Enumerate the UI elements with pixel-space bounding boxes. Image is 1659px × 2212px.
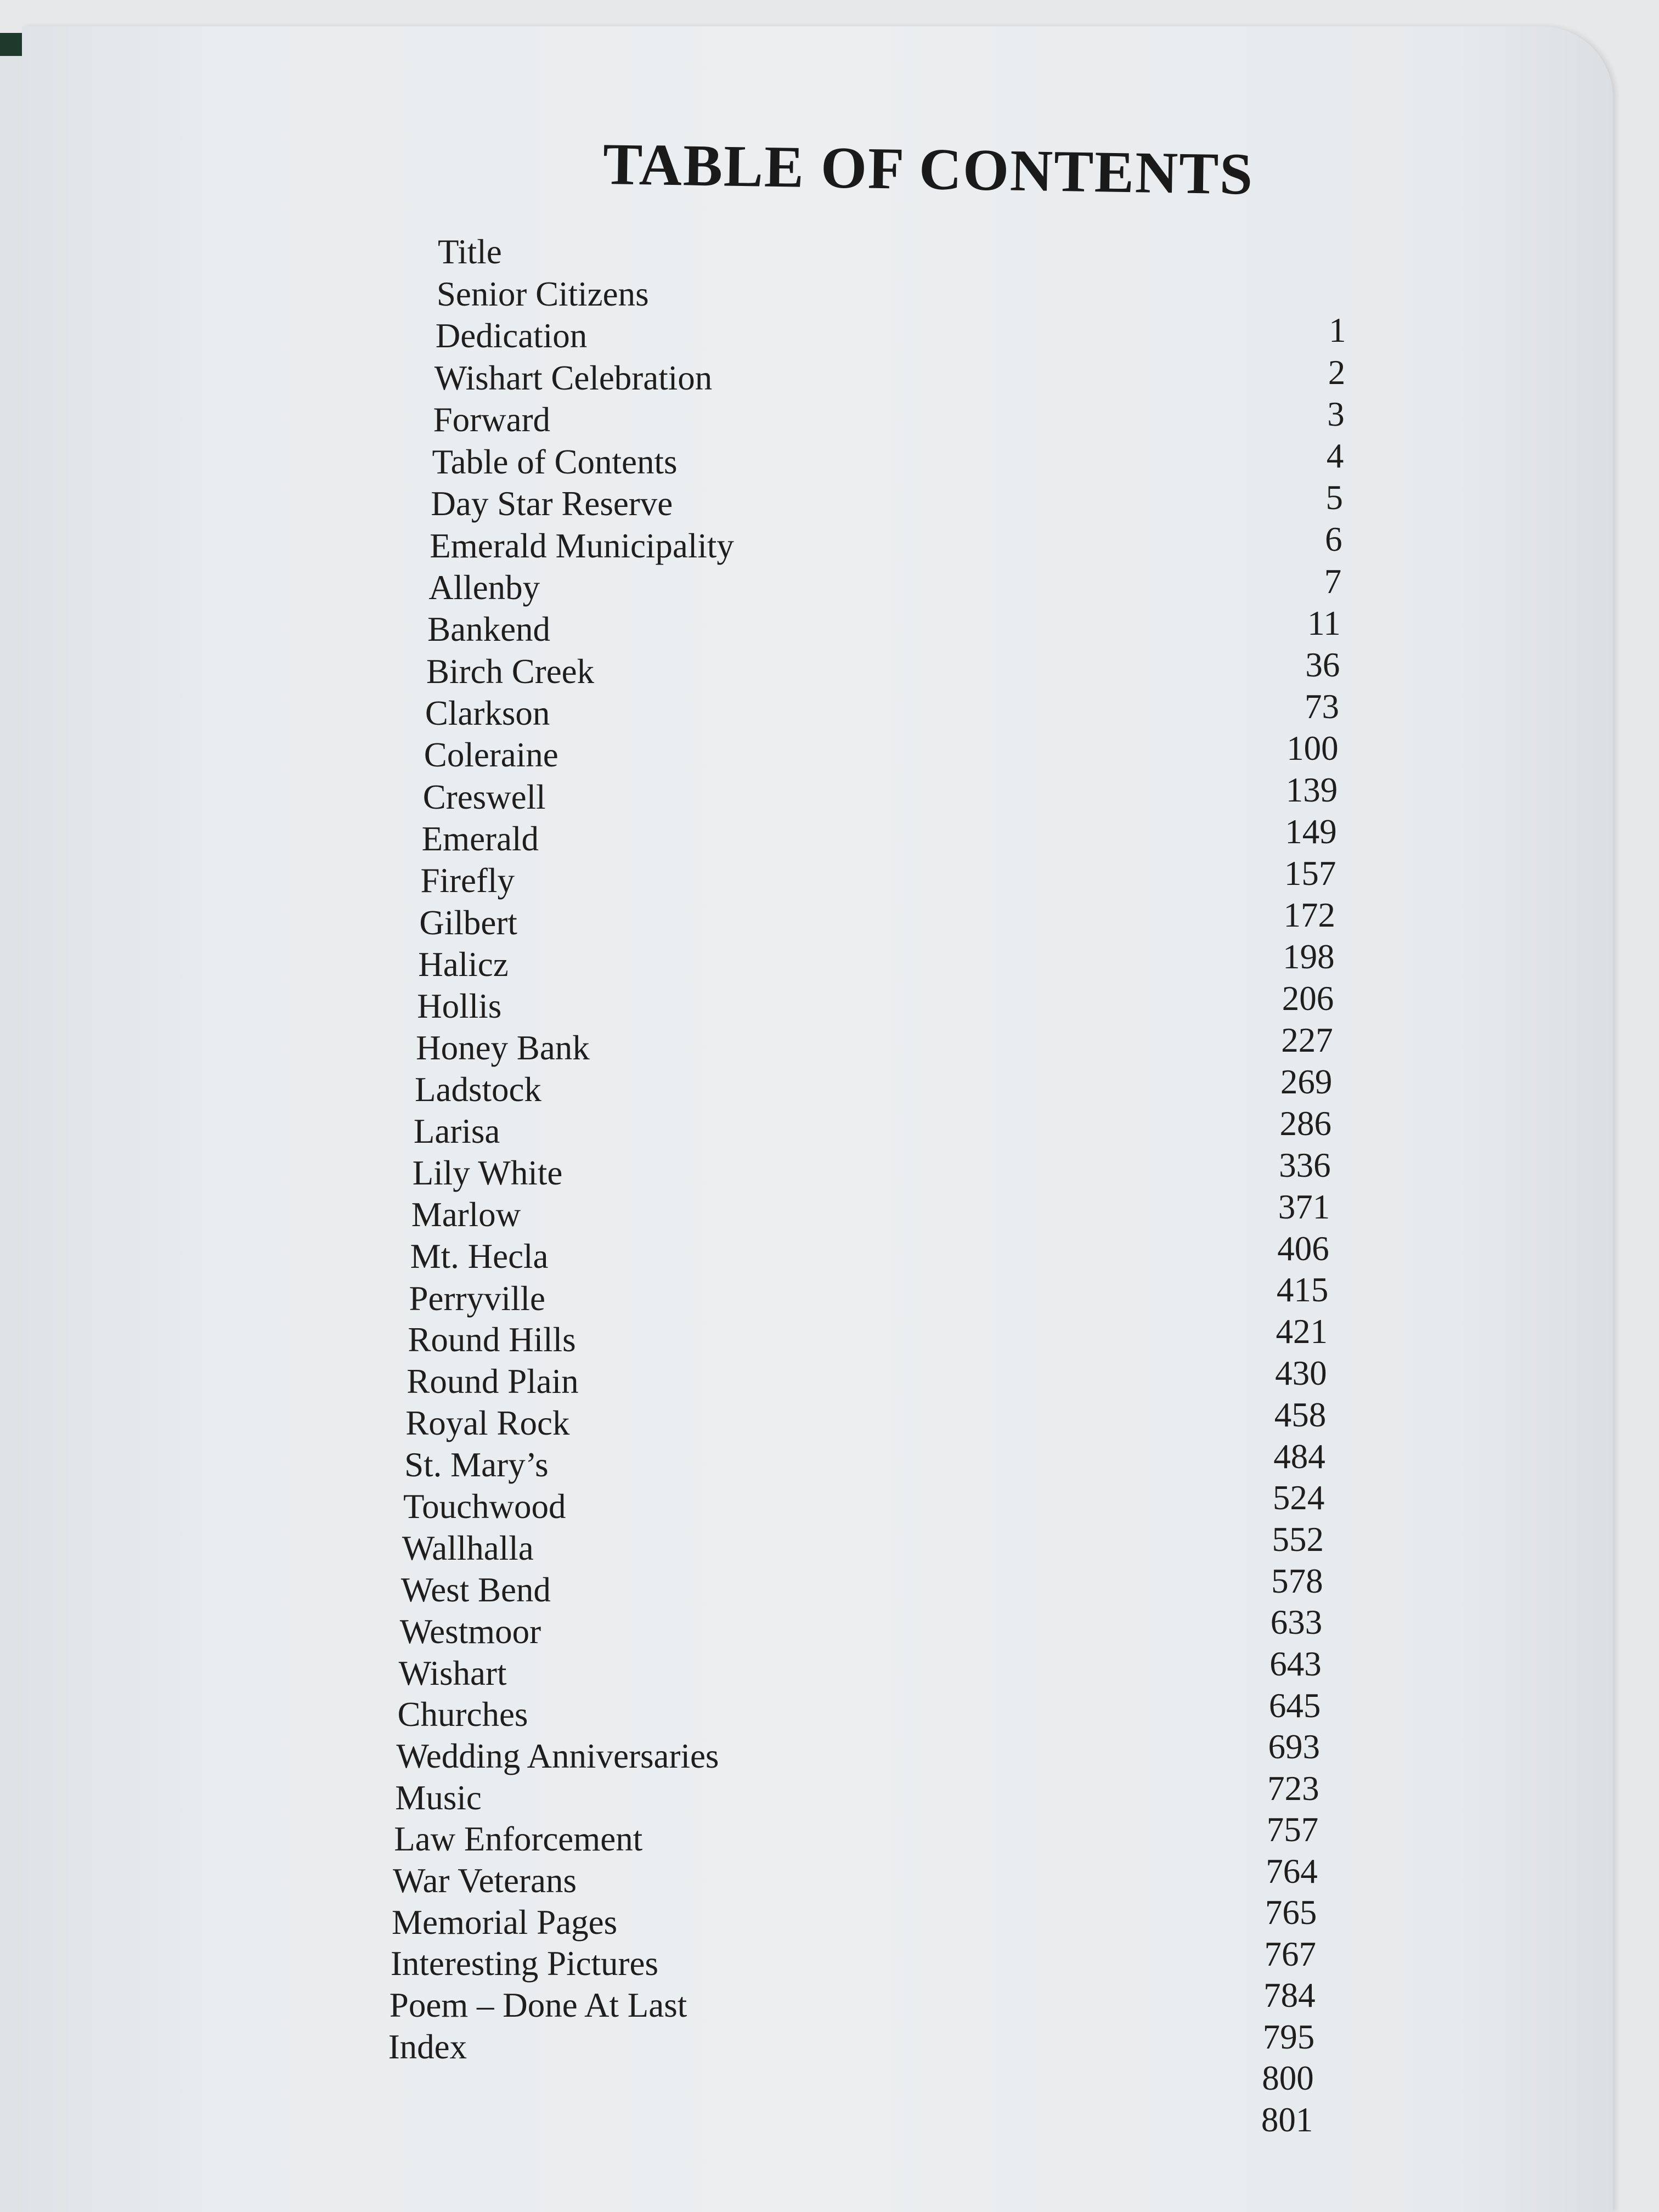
toc-entry-title: Bankend [427,610,551,649]
toc-entry-title: Allenby [428,568,540,607]
toc-entry-title: Ladstock [415,1070,541,1109]
toc-entry-title: Poem – Done At Last [389,1986,687,2025]
toc-entry-page-number: 765 [1265,1893,1317,1932]
toc-entry-title: Hollis [417,986,502,1025]
toc-entry-page-number: 757 [1266,1810,1319,1849]
toc-entry-page-number: 139 [1285,771,1338,810]
toc-entry-page-number: 206 [1282,979,1334,1018]
toc-entry-title: Touchwood [403,1487,566,1526]
toc-entry-page-number: 801 [1261,2100,1313,2139]
toc-entry-title: Honey Bank [416,1029,590,1068]
toc-entry-title: Interesting Pictures [390,1944,659,1983]
toc-entry-title: Larisa [413,1112,500,1151]
toc-entry-page-number: 198 [1283,938,1335,977]
toc-entry-page-number: 5 [1325,478,1343,517]
toc-entry-page-number: 406 [1277,1229,1329,1268]
toc-entry-title: Law Enforcement [394,1820,643,1859]
toc-entry-title: Title [438,233,502,271]
toc-entry-page-number: 578 [1271,1561,1323,1600]
toc-entry-page-number: 764 [1266,1852,1318,1891]
toc-entry-page-number: 645 [1268,1686,1321,1725]
toc-entry-page-number: 11 [1307,603,1341,642]
toc-entry-page-number: 371 [1278,1187,1330,1226]
toc-entry-title: War Veterans [393,1861,577,1900]
toc-entry-title: Royal Rock [405,1404,570,1443]
toc-entry-title: Coleraine [424,736,558,775]
toc-entry-title: Marlow [411,1195,521,1234]
toc-entry-title: Wedding Anniversaries [396,1737,719,1776]
page-title: TABLE OF CONTENTS [602,131,1255,207]
toc-entry-page-number: 149 [1285,812,1337,851]
toc-entry-page-number: 3 [1327,394,1345,433]
toc-entry-page-number: 336 [1279,1146,1331,1184]
toc-entry-page-number: 415 [1276,1271,1329,1310]
toc-entry-page-number: 36 [1305,645,1340,684]
toc-entry-title: Wishart [398,1654,507,1692]
toc-entry-title: Senior Citizens [436,274,649,313]
toc-entry-page-number: 458 [1274,1395,1327,1434]
toc-entry-page-number: 767 [1264,1935,1316,1973]
toc-entry-title: Lily White [412,1154,563,1193]
toc-entry-title: Gilbert [419,903,517,942]
toc-entry-page-number: 421 [1276,1312,1328,1351]
toc-entry-title: Firefly [420,861,515,900]
toc-entry-title: Round Plain [407,1362,579,1401]
toc-entry-page-number: 100 [1286,729,1339,768]
toc-entry-page-number: 1 [1329,311,1346,350]
toc-entry-page-number: 484 [1273,1437,1325,1476]
toc-entry-page-number: 157 [1284,854,1336,893]
toc-entry-title: Creswell [422,777,546,816]
toc-entry-title: Dedication [435,317,588,356]
toc-entry-title: Table of Contents [432,442,678,481]
toc-entry-page-number: 784 [1263,1976,1316,2015]
toc-entry-title: Westmoor [399,1612,541,1651]
toc-entry-page-number: 633 [1270,1603,1323,1642]
toc-entry-page-number: 430 [1275,1354,1327,1393]
toc-entry-title: Memorial Pages [392,1903,618,1942]
toc-entry-title: Perryville [409,1279,545,1318]
toc-entry-title: Round Hills [408,1321,576,1359]
toc-entry-page-number: 2 [1328,353,1346,392]
toc-entry-title: Wallhalla [402,1529,534,1568]
toc-entry-title: Mt. Hecla [410,1237,549,1276]
toc-entry-title: Forward [433,400,551,439]
toc-entry-page-number: 7 [1324,562,1342,601]
toc-entry-page-number: 73 [1305,687,1339,726]
toc-entry-page-number: 795 [1262,2017,1315,2056]
toc-entry-title: Churches [397,1695,528,1734]
toc-entry-title: Index [388,2027,467,2066]
toc-entry-title: Music [395,1778,482,1817]
toc-entry-title: Clarkson [425,694,550,733]
toc-entry-page-number: 172 [1283,896,1335,935]
toc-entry-title: Emerald Municipality [430,526,734,565]
toc-entry-page-number: 286 [1279,1104,1331,1143]
toc-entry-page-number: 552 [1272,1520,1324,1559]
toc-entry-title: St. Mary’s [404,1446,549,1485]
toc-entry-page-number: 524 [1272,1479,1325,1517]
toc-entry-title: Halicz [418,945,509,984]
toc-entry-title: West Bend [400,1570,551,1609]
toc-entry-title: Wishart Celebration [434,358,713,397]
toc-entry-page-number: 723 [1267,1769,1319,1808]
toc-entry-page-number: 4 [1326,437,1344,476]
toc-entry-page-number: 693 [1268,1728,1320,1767]
toc-entry-title: Birch Creek [426,652,595,691]
toc-entry-page-number: 800 [1262,2059,1314,2098]
toc-entry-page-number: 643 [1269,1645,1322,1683]
toc-entry-page-number: 227 [1281,1021,1333,1060]
toc-entry-page-number: 269 [1280,1063,1333,1102]
toc-entry-title: Emerald [421,820,539,859]
toc-entry-title: Day Star Reserve [431,484,673,523]
toc-entry-page-number: 6 [1325,520,1342,559]
